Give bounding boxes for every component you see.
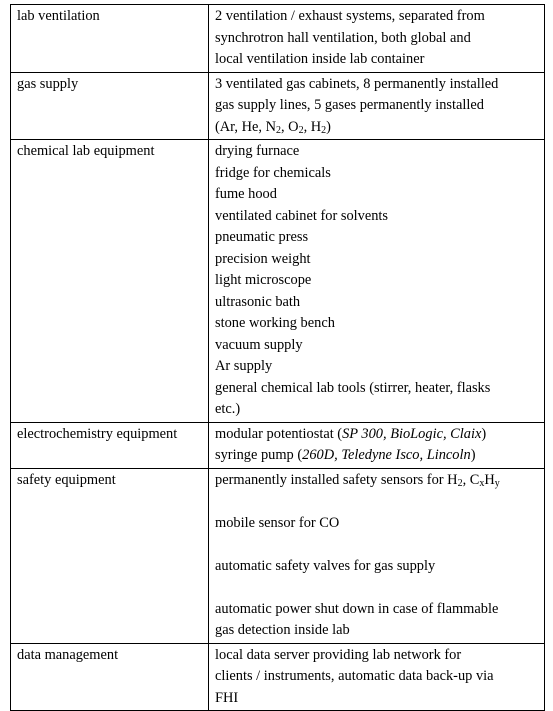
gas-list-text: , O	[280, 118, 299, 135]
table-row	[11, 422, 545, 468]
detail-line: 3 ventilated gas cabinets, 8 permanently installed	[215, 75, 499, 92]
blank-line	[215, 534, 538, 556]
table-row	[11, 468, 545, 643]
detail-line: 2 ventilation / exhaust systems, separated from	[215, 8, 485, 24]
gas-list-line	[215, 117, 538, 139]
subscript: 2	[275, 124, 281, 136]
detail-line: drying furnace	[215, 143, 300, 159]
detail-line: ventilated cabinet for solvents	[215, 207, 389, 224]
row-details	[209, 140, 545, 423]
detail-line: precision weight	[215, 250, 311, 267]
detail-line: pneumatic press	[215, 229, 309, 245]
sensors-line	[215, 470, 538, 492]
detail-line: light microscope	[215, 272, 312, 288]
detail-line: gas detection inside lab	[215, 622, 350, 638]
detail-line: local data server providing lab network for	[215, 646, 462, 663]
detail-line: automatic safety valves for gas supply	[215, 557, 436, 574]
detail-line: gas supply lines, 5 gases permanently installed	[215, 97, 484, 113]
subscript: 2	[457, 477, 463, 489]
row-label: chemical lab equipment	[11, 140, 209, 423]
table-row	[11, 140, 545, 423]
sensors-text: permanently installed safety sensors for H	[215, 471, 458, 488]
row-label: data management	[11, 643, 209, 711]
sensors-text: H	[484, 471, 495, 488]
subscript: x	[479, 477, 485, 489]
row-label: gas supply	[11, 72, 209, 140]
detail-line: automatic power shut down in case of flammable	[215, 600, 499, 617]
row-details	[209, 5, 545, 73]
detail-line: etc.)	[215, 401, 241, 417]
detail-line: ultrasonic bath	[215, 293, 301, 310]
detail-line: fridge for chemicals	[215, 164, 331, 181]
syringe-pump-line	[215, 445, 538, 467]
table-row	[11, 643, 545, 711]
detail-line: stone working bench	[215, 315, 335, 331]
detail-line: synchrotron hall ventilation, both global and	[215, 29, 471, 46]
row-details	[209, 468, 545, 643]
potentiostat-text: )	[481, 425, 487, 442]
row-label: electrochemistry equipment	[11, 422, 209, 468]
subscript: 2	[321, 124, 327, 136]
detail-line: clients / instruments, automatic data back-up via	[215, 668, 494, 684]
syringe-pump-model: 260D, Teledyne Isco, Lincoln	[302, 447, 471, 463]
potentiostat-line	[215, 424, 538, 446]
gas-list-text: , H	[303, 118, 322, 135]
detail-line: fume hood	[215, 186, 277, 202]
subscript: y	[494, 477, 500, 489]
detail-line: Ar supply	[215, 358, 273, 374]
subscript: 2	[298, 124, 304, 136]
sensors-text: , C	[462, 471, 480, 488]
detail-line: general chemical lab tools (stirrer, heater, flasks	[215, 379, 491, 396]
row-details	[209, 422, 545, 468]
row-label: lab ventilation	[11, 5, 209, 73]
potentiostat-text: modular potentiostat (	[215, 425, 343, 442]
gas-list-text: (Ar, He, N	[215, 118, 276, 135]
blank-line	[215, 577, 538, 599]
table-row	[11, 5, 545, 73]
row-details	[209, 72, 545, 140]
syringe-pump-text: )	[470, 447, 476, 463]
syringe-pump-text: syringe pump (	[215, 447, 303, 463]
lab-equipment-table	[10, 4, 545, 711]
table-row	[11, 72, 545, 140]
detail-line: mobile sensor for CO	[215, 514, 340, 531]
row-label: safety equipment	[11, 468, 209, 643]
blank-line	[215, 491, 538, 513]
gas-list-text: )	[326, 118, 331, 135]
potentiostat-model: SP 300, BioLogic, Claix	[342, 425, 482, 442]
detail-line: local ventilation inside lab container	[215, 51, 425, 67]
detail-line: FHI	[215, 689, 239, 706]
row-details	[209, 643, 545, 711]
detail-line: vacuum supply	[215, 336, 303, 353]
